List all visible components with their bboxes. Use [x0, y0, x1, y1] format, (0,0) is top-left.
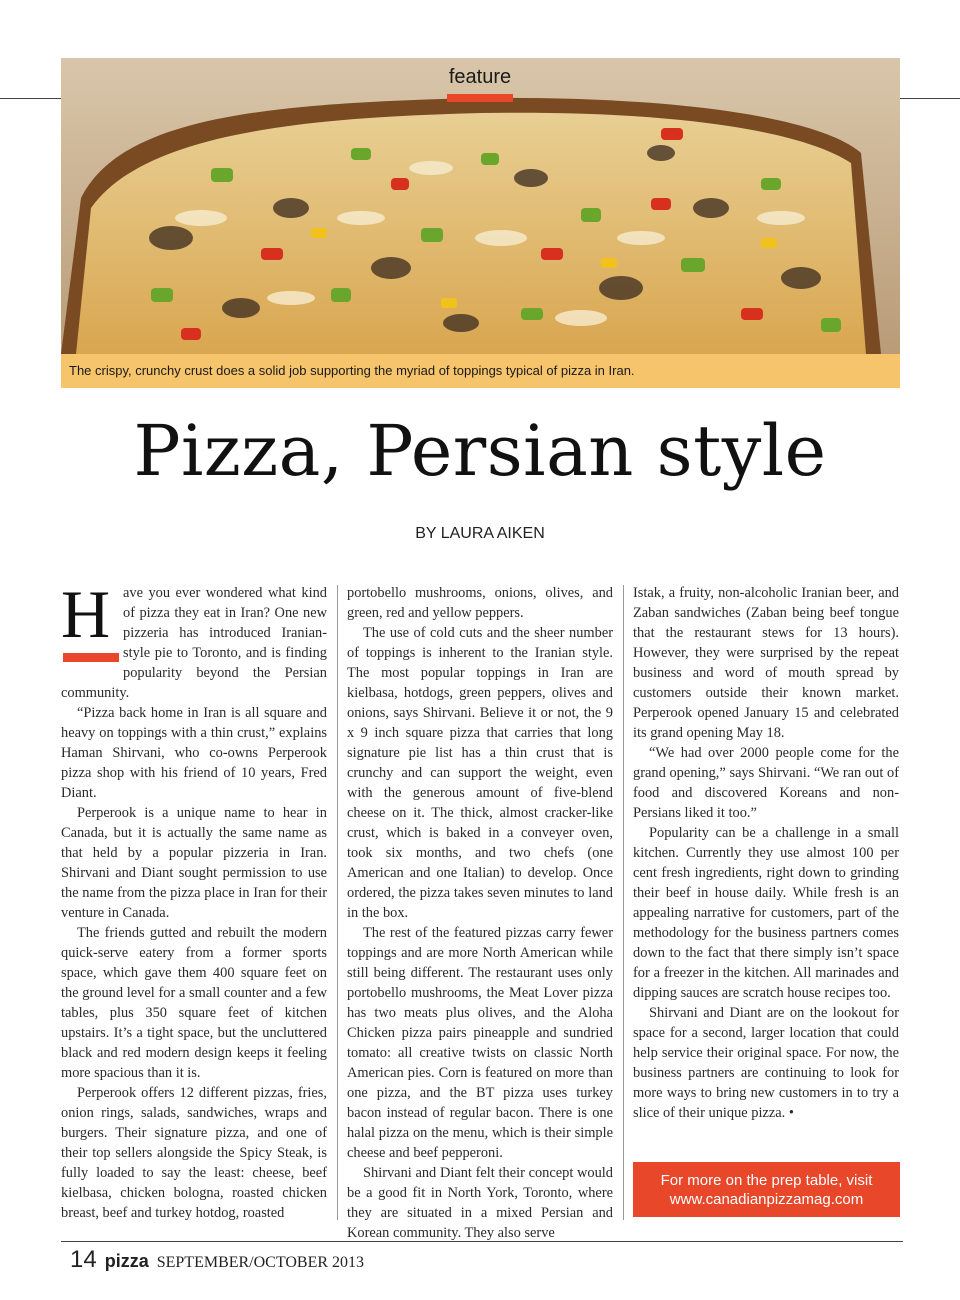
article-column-1	[61, 576, 327, 1223]
section-accent-bar	[447, 94, 513, 102]
promo-url-link[interactable]: www.canadianpizzamag.com	[669, 1191, 864, 1208]
paragraph: Perperook offers 12 different pizzas, fries, onion rings, salads, sandwiches, wraps and burgers. Their signature pizza, and one of their top sellers alongside the Spicy Steak, is fully loaded to say the least: cheese, beef kielbasa, chicken bologna, roasted chicken breast, beef and turkey hotdog, roasted	[61, 1085, 327, 1221]
paragraph: Perperook is a unique name to hear in Canada, but it is actually the same name as that held by a popular pizzeria in Iran. Shirvani and Diant sought permission to use the name from the pizza place in Iran for their venture in Canada.	[61, 805, 327, 921]
paragraph: portobello mushrooms, onions, olives, and green, red and yellow peppers.	[347, 585, 613, 621]
paragraph: Shirvani and Diant felt their concept would be a good fit in North York, Toronto, where they are situated in a mixed Persian and Korean community. They also serve	[347, 1165, 613, 1241]
paragraph: Popularity can be a challenge in a small kitchen. Currently they use almost 100 per cent fresh ingredients, right down to grinding their beef in house daily. While fresh is an appealing narrative for customers, part of the methodology for the business partners comes down to the fact that there simply isn’t space for a freezer in the kitchen. All marinades and dipping sauces are scratch house recipes too.	[633, 825, 899, 1001]
article-byline: BY LAURA AIKEN	[415, 525, 545, 542]
paragraph: ave you ever wondered what kind of pizza they eat in Iran? One new pizzeria has introduced Iranian-style pie to Toronto, and is finding popularity beyond the Persian community.	[61, 585, 327, 701]
paragraph: Istak, a fruity, non-alcoholic Iranian beer, and Zaban sandwiches (Zaban being beef tongue that the restaurant stews for 13 hours). However, they were surprised by the repeat business and word of mouth spread by customers outside their known market. Perperook opened January 15 and celebrated its grand opening May 18.	[633, 585, 899, 741]
paragraph: “We had over 2000 people come for the grand opening,” says Shirvani. “We ran out of food and discovered Koreans and non-Persians liked it too.”	[633, 745, 899, 821]
web-promo-box[interactable]	[633, 1162, 900, 1217]
footer-rule	[61, 1241, 903, 1242]
paragraph: Shirvani and Diant are on the lookout for space for a second, larger location that could help service their original space. For now, the business partners are continuing to look for more ways to bring new customers in to try a slice of their unique pizza. •	[633, 1005, 899, 1121]
issue-date: SEPTEMBER/OCTOBER 2013	[156, 1254, 365, 1271]
drop-cap: H	[61, 585, 123, 667]
magazine-name: pizza	[104, 1251, 149, 1271]
promo-text: For more on the prep table, visit	[660, 1172, 873, 1189]
article-column-3	[633, 583, 899, 1123]
paragraph: The rest of the featured pizzas carry fewer toppings and are more North American while still being different. The restaurant uses only portobello mushrooms, the Meat Lover pizza has two meats plus olives, and the Aloha Chicken pizza pairs pineapple and sundried tomato: all creative twists on classic North American pies. Corn is featured on more than one pizza, and the BT pizza uses turkey bacon instead of regular bacon. There is one halal pizza on the menu, which is their simple cheese and beef pepperoni.	[347, 925, 613, 1161]
pizza-photo	[61, 58, 900, 354]
drop-cap-accent-bar	[63, 653, 119, 662]
photo-caption: The crispy, crunchy crust does a solid job supporting the myriad of toppings typical of pizza in Iran.	[61, 354, 900, 388]
section-label: feature	[448, 66, 512, 88]
article-headline: Pizza, Persian style	[133, 410, 827, 492]
column-divider	[337, 585, 338, 1220]
page-footer	[70, 1246, 364, 1274]
column-divider	[623, 585, 624, 1220]
article-column-2	[347, 583, 613, 1243]
page-number: 14	[70, 1246, 97, 1273]
paragraph: The use of cold cuts and the sheer number of toppings is inherent to the Iranian style. The most popular toppings in Iran are kielbasa, hotdogs, green peppers, olives and onions, says Shirvani. Believe it or not, the 9 x 9 inch square pizza that carries that long signature pie list has a thin crust that is crunchy and can support the weight, even with the generous amount of five-blend cheese on it. The thick, almost cracker-like crust, which is baked in a conveyer oven, took six months, and two chefs (one American and one Italian) to develop. Once ordered, the pizza takes seven minutes to land in the box.	[347, 625, 613, 921]
paragraph: “Pizza back home in Iran is all square and heavy on toppings with a thin crust,” explains Haman Shirvani, who co-owns Perperook pizza shop with his friend of 10 years, Fred Diant.	[61, 705, 327, 801]
paragraph: The friends gutted and rebuilt the modern quick-serve eatery from a former sports space, which gave them 400 square feet on the ground level for a small counter and a few tables, plus 350 square feet of kitchen upstairs. It’s a tight space, but the uncluttered black and red modern design keeps it feeling more spacious than it is.	[61, 925, 327, 1081]
